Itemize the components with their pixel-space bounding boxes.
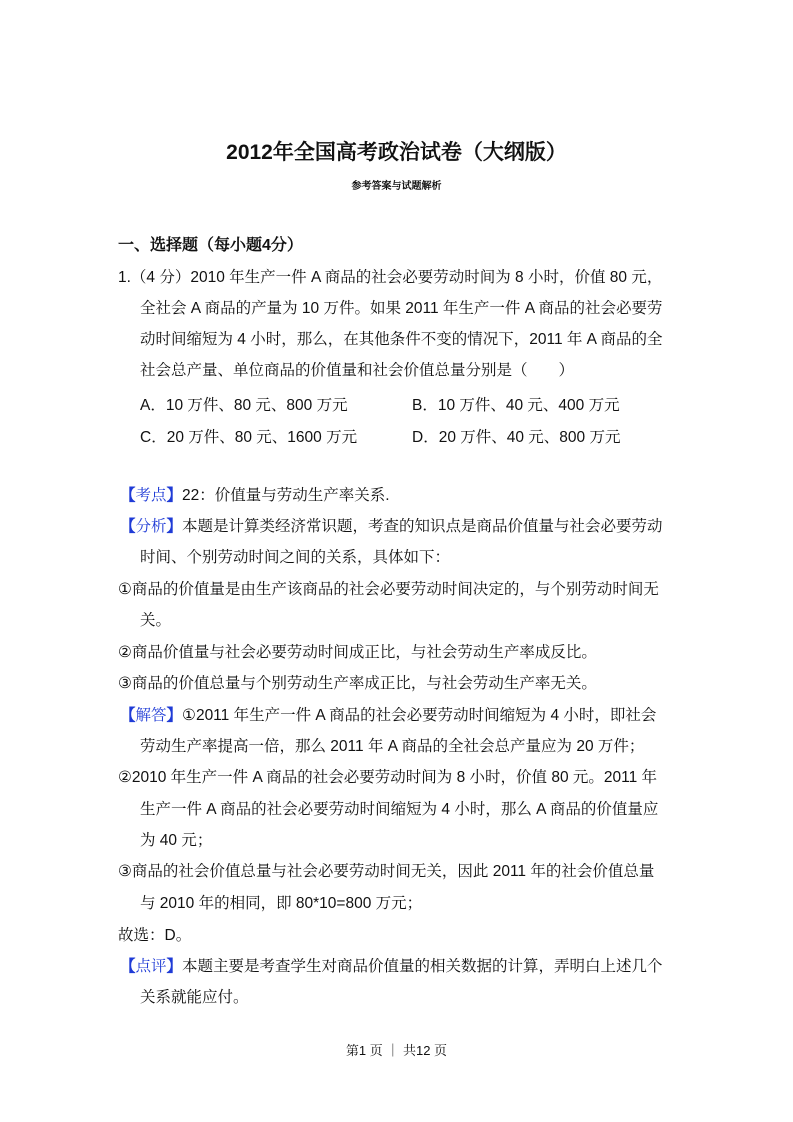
- fenxi-line: ③商品的价值总量与个别劳动生产率成正比，与社会劳动生产率无关。: [118, 675, 597, 692]
- tag-bracket: 【: [120, 518, 136, 535]
- fenxi-text: 本题是计算类经济常识题，考查的知识点是商品价值量与社会必要劳动: [182, 518, 663, 535]
- tag-bracket: 【: [120, 707, 136, 724]
- jieda-line: 为 40 元；: [140, 832, 213, 849]
- jieda-text: ①2011 年生产一件 A 商品的社会必要劳动时间缩短为 4 小时，即社会: [182, 707, 657, 724]
- fenxi-line: 时间、个别劳动时间之间的关系，具体如下：: [140, 549, 451, 566]
- question-line: 动时间缩短为 4 小时，那么，在其他条件不变的情况下，2011 年 A 商品的全: [140, 331, 663, 348]
- question-line: 社会总产量、单位商品的价值量和社会价值总量分别是（ ）: [140, 362, 575, 379]
- tag-bracket: 】: [166, 518, 183, 535]
- dianping-text: 本题主要是考查学生对商品价值量的相关数据的计算，弄明白上述几个: [182, 958, 663, 975]
- dianping-tag: [120, 958, 182, 975]
- tag-bracket: 】: [166, 487, 183, 504]
- document-subtitle: 参考答案与试题解析: [351, 181, 442, 192]
- tag-label: 点评: [135, 958, 167, 975]
- section-heading: 一、选择题（每小题4分）: [118, 237, 303, 254]
- fenxi-line: ①商品的价值量是由生产该商品的社会必要劳动时间决定的，与个别劳动时间无: [118, 581, 659, 598]
- answer-line: 故选：D。: [118, 927, 192, 944]
- jieda-line: 生产一件 A 商品的社会必要劳动时间缩短为 4 小时，那么 A 商品的价值量应: [140, 801, 659, 818]
- document-title: 2012年全国高考政治试卷（大纲版）: [226, 141, 567, 164]
- fenxi-line: 关。: [140, 612, 172, 629]
- fenxi-line: [120, 517, 663, 537]
- fenxi-line: ②商品价值量与社会必要劳动时间成正比，与社会劳动生产率成反比。: [118, 644, 597, 661]
- page-footer: 第1 页 ｜ 共12 页: [345, 1043, 448, 1058]
- jieda-line: ②2010 年生产一件 A 商品的社会必要劳动时间为 8 小时，价值 80 元。2011 年: [118, 769, 658, 786]
- tag-bracket: 【: [120, 487, 136, 504]
- kaodian-line: [120, 486, 390, 506]
- question-line: 1.（4 分）2010 年生产一件 A 商品的社会必要劳动时间为 8 小时，价值 80 元，: [118, 269, 663, 286]
- tag-label: 分析: [135, 518, 167, 535]
- option-b: B．10 万件、40 元、400 万元: [412, 397, 620, 414]
- tag-bracket: 】: [166, 958, 183, 975]
- jieda-line: ③商品的社会价值总量与社会必要劳动时间无关，因此 2011 年的社会价值总量: [118, 863, 655, 880]
- option-a: A．10 万件、80 元、800 万元: [140, 397, 348, 414]
- fenxi-tag: [120, 518, 182, 535]
- tag-label: 考点: [135, 487, 167, 504]
- jieda-tag: [120, 707, 182, 724]
- jieda-line: 与 2010 年的相同，即 80*10=800 万元；: [140, 895, 423, 912]
- jieda-line: 劳动生产率提高一倍，那么 2011 年 A 商品的全社会总产量应为 20 万件；: [140, 738, 645, 755]
- kaodian-text: 22：价值量与劳动生产率关系.: [182, 487, 390, 504]
- option-d: D．20 万件、40 元、800 万元: [412, 429, 621, 446]
- tag-label: 解答: [135, 707, 167, 724]
- dianping-line: 关系就能应付。: [140, 989, 249, 1006]
- dianping-line: [120, 957, 663, 977]
- kaodian-tag: [120, 487, 182, 504]
- option-c: C．20 万件、80 元、1600 万元: [140, 429, 358, 446]
- tag-bracket: 【: [120, 958, 136, 975]
- question-line: 全社会 A 商品的产量为 10 万件。如果 2011 年生产一件 A 商品的社会必要劳: [140, 300, 663, 317]
- tag-bracket: 】: [166, 707, 183, 724]
- jieda-line: [120, 706, 656, 726]
